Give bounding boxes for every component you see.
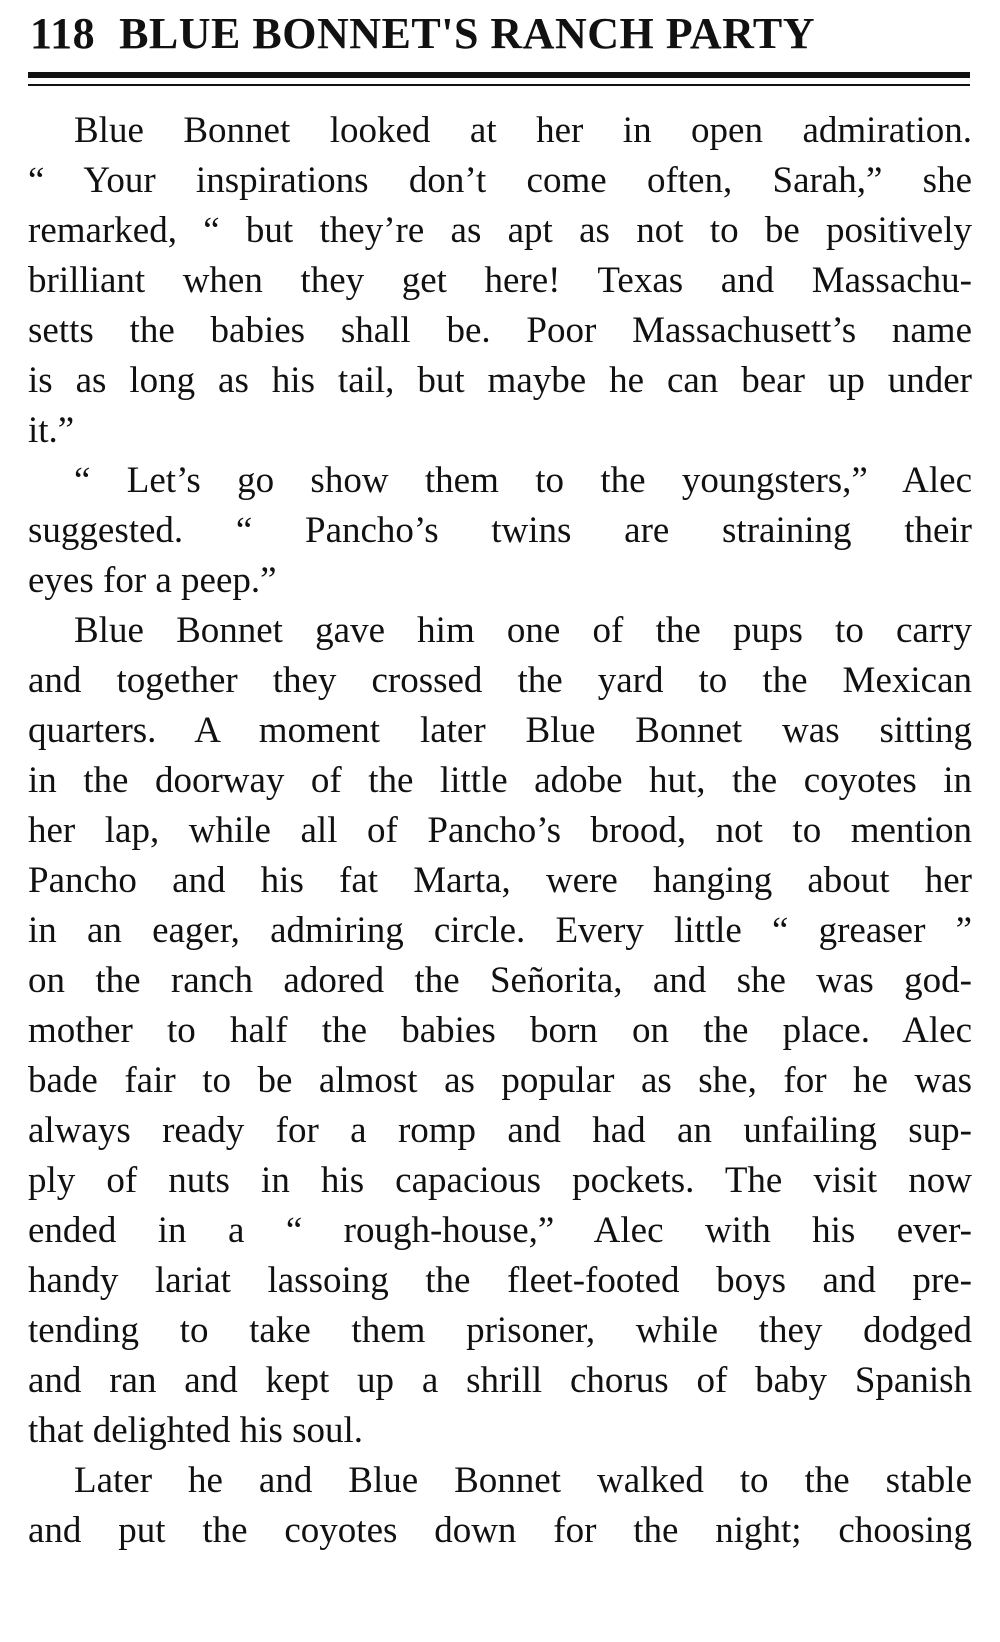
page-number: 118 [30, 9, 96, 58]
text-line: “ Let’s go show them to the youngsters,” Alec [74, 460, 972, 501]
text-line: her lap, while all of Pancho’s brood, not to mention [28, 810, 972, 851]
text-line: remarked, “ but they’re as apt as not to be positively [28, 210, 972, 251]
header-rule-thick [28, 72, 970, 78]
body-text [28, 106, 972, 1556]
text-line: handy lariat lassoing the fleet-footed boys and pre- [28, 1260, 972, 1301]
text-line: Later he and Blue Bonnet walked to the stable [74, 1460, 972, 1501]
text-line: ended in a “ rough-house,” Alec with his ever- [28, 1210, 972, 1251]
text-line: in the doorway of the little adobe hut, the coyotes in [28, 760, 972, 801]
header-rule-thin [28, 84, 970, 86]
text-line: setts the babies shall be. Poor Massachusett’s name [28, 310, 972, 351]
text-line: Pancho and his fat Marta, were hanging about her [28, 860, 972, 901]
text-line: always ready for a romp and had an unfailing sup- [28, 1110, 972, 1151]
text-line: is as long as his tail, but maybe he can bear up under [28, 360, 972, 401]
text-line: mother to half the babies born on the place. Alec [28, 1010, 972, 1051]
text-line: bade fair to be almost as popular as she, for he was [28, 1060, 972, 1101]
text-line: Blue Bonnet gave him one of the pups to carry [74, 610, 972, 651]
text-line: ply of nuts in his capacious pockets. The visit now [28, 1160, 972, 1201]
running-title: BLUE BONNET'S RANCH PARTY [119, 9, 815, 58]
text-line: tending to take them prisoner, while they dodged [28, 1310, 972, 1351]
text-line: it.” [28, 410, 75, 451]
text-line: and put the coyotes down for the night; choosing [28, 1510, 972, 1551]
text-line: quarters. A moment later Blue Bonnet was sitting [28, 710, 972, 751]
text-line: brilliant when they get here! Texas and Massachu- [28, 260, 972, 301]
text-line: in an eager, admiring circle. Every little “ greaser ” [28, 910, 972, 951]
text-line: eyes for a peep.” [28, 560, 277, 601]
text-line: and together they crossed the yard to the Mexican [28, 660, 972, 701]
text-line: that delighted his soul. [28, 1410, 364, 1451]
text-line: on the ranch adored the Señorita, and she was god- [28, 960, 972, 1001]
text-line: and ran and kept up a shrill chorus of baby Spanish [28, 1360, 972, 1401]
text-line: suggested. “ Pancho’s twins are straining their [28, 510, 972, 551]
text-line: Blue Bonnet looked at her in open admiration. [74, 110, 972, 151]
page-header [30, 8, 968, 64]
text-line: “ Your inspirations don’t come often, Sarah,” she [28, 160, 972, 201]
